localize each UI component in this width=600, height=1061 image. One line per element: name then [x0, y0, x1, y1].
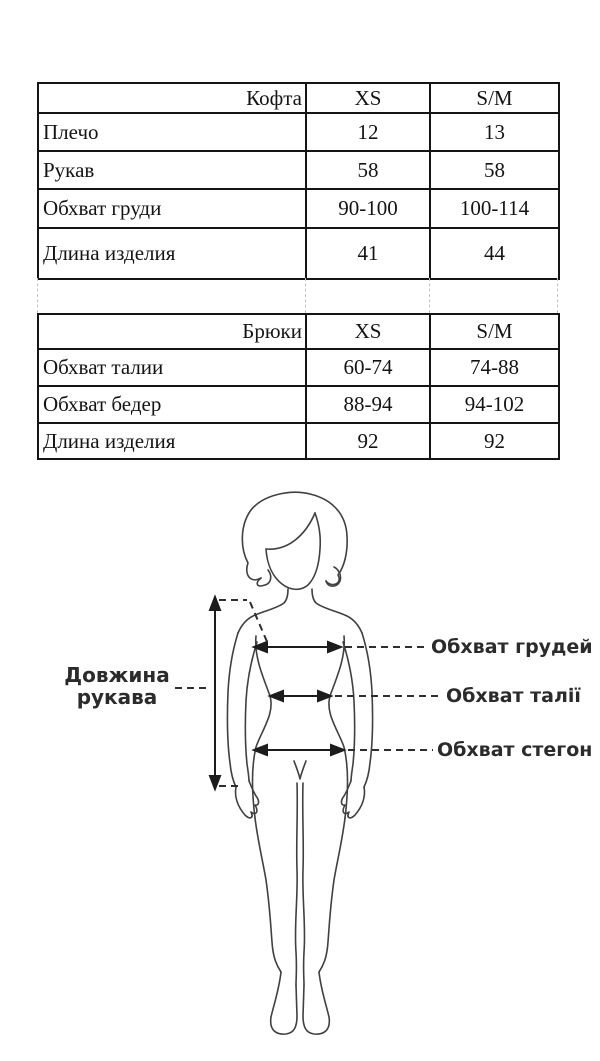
size-col-header-xs: XS	[306, 314, 430, 349]
row-label: Рукав	[38, 151, 306, 189]
row-label: Плечо	[38, 113, 306, 151]
legs-outline	[255, 783, 345, 1034]
size-col-header-sm: S/M	[430, 83, 559, 113]
bust-label: Обхват грудей	[431, 636, 593, 658]
arms-outline	[227, 633, 372, 818]
head-hair-outline	[242, 492, 347, 589]
row-label: Обхват талии	[38, 349, 306, 386]
trousers-table-title: Брюки	[38, 314, 306, 349]
row-label: Обхват бедер	[38, 386, 306, 423]
cell-value: 13	[430, 113, 559, 151]
cell-value: 74-88	[430, 349, 559, 386]
cell-value: 92	[306, 423, 430, 459]
size-col-header-xs: XS	[306, 83, 430, 113]
bust-measure-arrow	[254, 642, 341, 652]
waist-measure-arrow	[270, 691, 331, 701]
cell-value: 12	[306, 113, 430, 151]
sweater-table-title: Кофта	[38, 83, 306, 113]
cell-value: 94-102	[430, 386, 559, 423]
sleeve-length-label: Довжина рукава	[64, 663, 170, 709]
row-label: Длина изделия	[38, 423, 306, 459]
torso-outline	[238, 589, 362, 818]
female-body-figure	[227, 492, 372, 1034]
cell-value: 41	[306, 228, 430, 279]
cell-value: 58	[306, 151, 430, 189]
cell-value: 44	[430, 228, 559, 279]
hips-measure-arrow	[254, 745, 344, 755]
row-label: Обхват груди	[38, 189, 306, 228]
cell-value: 92	[430, 423, 559, 459]
cell-value: 88-94	[306, 386, 430, 423]
cell-value: 58	[430, 151, 559, 189]
cell-value: 60-74	[306, 349, 430, 386]
size-col-header-sm: S/M	[430, 314, 559, 349]
hips-label: Обхват стегон	[437, 739, 593, 761]
waist-label: Обхват талії	[446, 685, 581, 707]
cell-value: 90-100	[306, 189, 430, 228]
cell-value: 100-114	[430, 189, 559, 228]
shoulder-diagonal-leader-line	[250, 602, 268, 644]
sleeve-length-arrow	[210, 597, 220, 789]
row-label: Длина изделия	[38, 228, 306, 279]
